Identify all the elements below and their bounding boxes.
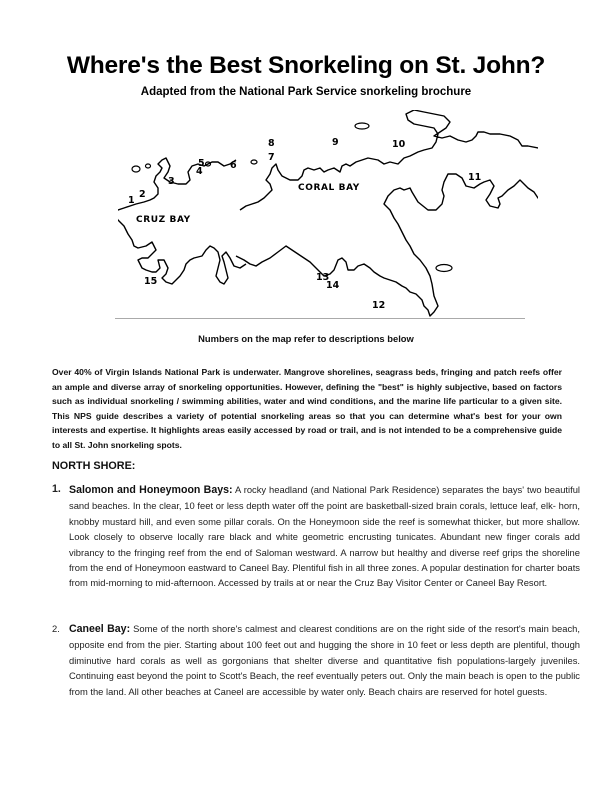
map-number-14: 14 (326, 280, 340, 291)
item-heading: Caneel Bay: (69, 623, 131, 635)
item-body (69, 482, 580, 591)
map-number-13: 13 (316, 272, 330, 283)
map-caption: Numbers on the map refer to descriptions below (198, 333, 414, 344)
map-number-9: 9 (332, 137, 339, 148)
intro-paragraph: Over 40% of Virgin Islands National Park is underwater. Mangrove shorelines, seagrass beds, fringing and patch reefs offer an ample and diverse array of snorkeling opportunities. However, defining the "best" is highly subjective, based on factors such as individual snorkeling / swimming abilities, water and wind conditions, and the marine life particular to a given site. This NPS guide describes a variety of potential snorkeling areas so that you can determine what's best for your own interests and expertise. It highlights areas easily accessed by road or trail, and is not intended to be a comprehensive guide to all St. John snorkeling spots. (52, 367, 562, 450)
map-number-7: 7 (268, 152, 275, 163)
item-number: 1. (52, 483, 61, 495)
map-number-2: 2 (139, 189, 146, 200)
island-coastline (236, 110, 538, 316)
section-heading: NORTH SHORE: (52, 460, 136, 472)
page-subtitle: Adapted from the National Park Service snorkeling brochure (140, 86, 472, 98)
list-item (52, 621, 580, 699)
divider (115, 318, 525, 319)
map-number-11: 11 (468, 172, 482, 183)
cay (251, 160, 257, 164)
cay (436, 265, 452, 272)
map-outline (118, 110, 538, 320)
st-john-map (118, 110, 538, 320)
map-number-12: 12 (372, 300, 386, 311)
map-number-3: 3 (168, 176, 175, 187)
map-label-coral-bay: CORAL BAY (298, 183, 360, 193)
cay (132, 166, 140, 172)
map-number-15: 15 (144, 276, 158, 287)
map-label-cruz-bay: CRUZ BAY (136, 215, 191, 225)
list-item (52, 482, 580, 591)
item-heading: Salomon and Honeymoon Bays: (69, 484, 233, 496)
cay (355, 123, 369, 129)
item-body (69, 621, 580, 699)
map-number-8: 8 (268, 138, 275, 149)
map-number-1: 1 (128, 195, 135, 206)
map-number-6: 6 (230, 160, 237, 171)
item-number: 2. (52, 623, 60, 634)
page-title: Where's the Best Snorkeling on St. John? (66, 52, 546, 79)
map-number-10: 10 (392, 139, 406, 150)
cay (146, 164, 151, 168)
map-number-5: 5 (198, 158, 205, 169)
item-text: Some of the north shore's calmest and clearest conditions are on the right side of the resort's main beach, opposite end from the pier. Starting about 100 feet out and hugging the shore in 10 feet or less depth are plentiful, though diminutive hard corals as well as gorgonians that shelter diverse and quantitative fish populations-largely juveniles. Continuing east beyond the point to Scott's Beach, the reef eventually peters out. Only the main beach is open to the public from the land. All other beaches at Caneel are accessible by water only. Beach chairs are reserved for hotel guests. (69, 623, 580, 697)
map-number-4: 4 (196, 166, 203, 177)
item-text: A rocky headland (and National Park Residence) separates the bays' two beautiful sand beaches. In the clear, 10 feet or less depth water off the point are basketball-sized brain corals, lettuce leaf, elk- horn, knobby mustard hill, and even some pillar corals. On the Honeymoon side the reef is somewhat thicker, but more shallow. Look closely to observe locally rare black and white geometric encrusting tunicates. Abundant new finger corals add vibrancy to the fringing reef from the end of Saloman westward. A narrow but healthy and diverse reef grips the shoreline from the end of Honeymoon eastward to Caneel Bay. Plentiful fish in all three zones. A popular destination for charter boats from mid-morning to mid-afternoon. Accessed by trails at or near the Cruz Bay Visitor Center or Caneel Bay Resort. (69, 484, 580, 589)
